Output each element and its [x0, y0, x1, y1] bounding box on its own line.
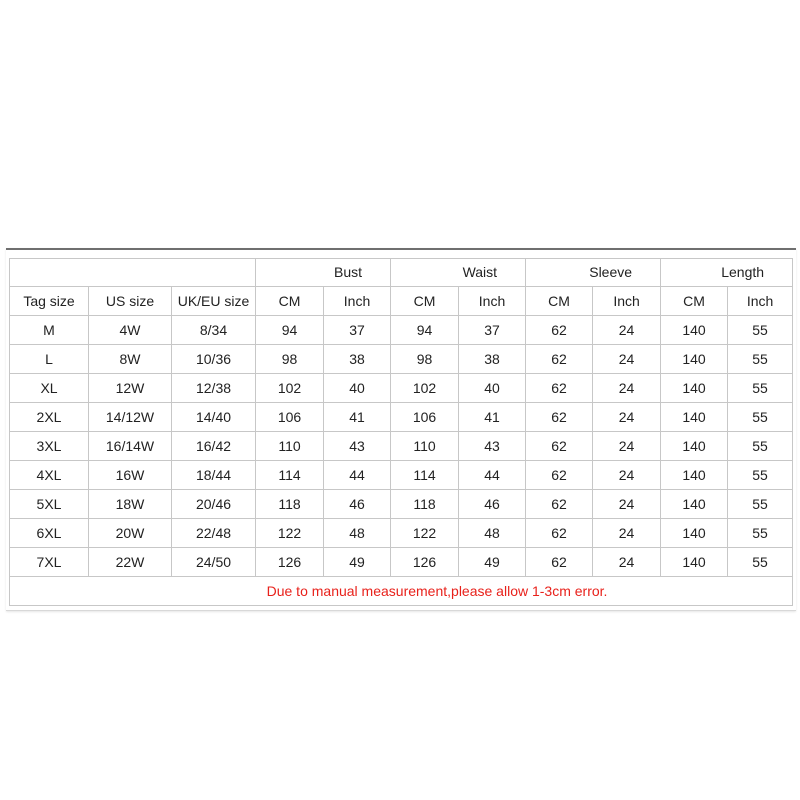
waist-inch-cell: 37	[459, 316, 526, 345]
bust-inch-cell: 41	[324, 403, 391, 432]
column-header-uk-eu-size: UK/EU size	[172, 287, 256, 316]
table-row	[10, 345, 793, 374]
column-header-length-cm: CM	[661, 287, 728, 316]
group-header-waist: Waist	[391, 259, 526, 287]
waist-inch-cell: 41	[459, 403, 526, 432]
waist-inch-cell: 49	[459, 548, 526, 577]
us-size-cell: 14/12W	[89, 403, 172, 432]
column-header-waist-cm: CM	[391, 287, 459, 316]
uk-eu-size-cell: 20/46	[172, 490, 256, 519]
bust-cm-cell: 106	[256, 403, 324, 432]
size-chart-table	[9, 258, 793, 606]
length-cm-cell: 140	[661, 548, 728, 577]
tag-size-cell: 6XL	[10, 519, 89, 548]
length-inch-cell: 55	[728, 548, 793, 577]
length-inch-cell: 55	[728, 490, 793, 519]
uk-eu-size-cell: 8/34	[172, 316, 256, 345]
sleeve-cm-cell: 62	[526, 461, 593, 490]
us-size-cell: 22W	[89, 548, 172, 577]
tag-size-cell: M	[10, 316, 89, 345]
uk-eu-size-cell: 16/42	[172, 432, 256, 461]
sleeve-inch-cell: 24	[593, 548, 661, 577]
uk-eu-size-cell: 14/40	[172, 403, 256, 432]
column-header-row	[10, 287, 793, 316]
table-row	[10, 461, 793, 490]
waist-cm-cell: 114	[391, 461, 459, 490]
bust-inch-cell: 40	[324, 374, 391, 403]
bust-cm-cell: 122	[256, 519, 324, 548]
sleeve-inch-cell: 24	[593, 490, 661, 519]
length-cm-cell: 140	[661, 374, 728, 403]
table-row	[10, 403, 793, 432]
sleeve-inch-cell: 24	[593, 519, 661, 548]
tag-size-cell: 4XL	[10, 461, 89, 490]
us-size-cell: 8W	[89, 345, 172, 374]
column-header-length-inch: Inch	[728, 287, 793, 316]
waist-inch-cell: 48	[459, 519, 526, 548]
table-row	[10, 548, 793, 577]
measurement-note: Due to manual measurement,please allow 1-3cm error.	[266, 583, 608, 599]
column-header-tag-size: Tag size	[10, 287, 89, 316]
sleeve-inch-cell: 24	[593, 461, 661, 490]
column-header-waist-inch: Inch	[459, 287, 526, 316]
uk-eu-size-cell: 12/38	[172, 374, 256, 403]
measurement-group-row	[10, 259, 793, 287]
sleeve-cm-cell: 62	[526, 374, 593, 403]
uk-eu-size-cell: 24/50	[172, 548, 256, 577]
waist-inch-cell: 40	[459, 374, 526, 403]
waist-cm-cell: 118	[391, 490, 459, 519]
sleeve-cm-cell: 62	[526, 490, 593, 519]
bust-inch-cell: 46	[324, 490, 391, 519]
us-size-cell: 18W	[89, 490, 172, 519]
column-header-sleeve-cm: CM	[526, 287, 593, 316]
tag-size-cell: 2XL	[10, 403, 89, 432]
bust-cm-cell: 94	[256, 316, 324, 345]
sleeve-inch-cell: 24	[593, 374, 661, 403]
note-row	[10, 577, 793, 606]
length-cm-cell: 140	[661, 519, 728, 548]
column-header-us-size: US size	[89, 287, 172, 316]
us-size-cell: 16/14W	[89, 432, 172, 461]
bust-inch-cell: 37	[324, 316, 391, 345]
sleeve-inch-cell: 24	[593, 345, 661, 374]
uk-eu-size-cell: 22/48	[172, 519, 256, 548]
tag-size-cell: 3XL	[10, 432, 89, 461]
us-size-cell: 12W	[89, 374, 172, 403]
size-chart-sheet	[6, 248, 796, 611]
group-header-bust: Bust	[256, 259, 391, 287]
tag-size-cell: XL	[10, 374, 89, 403]
length-inch-cell: 55	[728, 403, 793, 432]
waist-inch-cell: 46	[459, 490, 526, 519]
table-row	[10, 316, 793, 345]
sleeve-cm-cell: 62	[526, 519, 593, 548]
bust-cm-cell: 110	[256, 432, 324, 461]
tag-size-cell: 5XL	[10, 490, 89, 519]
tag-size-cell: L	[10, 345, 89, 374]
sleeve-inch-cell: 24	[593, 316, 661, 345]
length-cm-cell: 140	[661, 461, 728, 490]
waist-cm-cell: 122	[391, 519, 459, 548]
waist-cm-cell: 94	[391, 316, 459, 345]
length-inch-cell: 55	[728, 345, 793, 374]
sleeve-cm-cell: 62	[526, 316, 593, 345]
waist-cm-cell: 98	[391, 345, 459, 374]
bust-cm-cell: 98	[256, 345, 324, 374]
length-cm-cell: 140	[661, 432, 728, 461]
bust-inch-cell: 48	[324, 519, 391, 548]
length-cm-cell: 140	[661, 490, 728, 519]
length-inch-cell: 55	[728, 374, 793, 403]
table-row	[10, 490, 793, 519]
waist-inch-cell: 44	[459, 461, 526, 490]
waist-cm-cell: 110	[391, 432, 459, 461]
waist-inch-cell: 38	[459, 345, 526, 374]
sleeve-cm-cell: 62	[526, 548, 593, 577]
sleeve-cm-cell: 62	[526, 345, 593, 374]
length-inch-cell: 55	[728, 461, 793, 490]
us-size-cell: 4W	[89, 316, 172, 345]
sleeve-cm-cell: 62	[526, 432, 593, 461]
column-header-bust-inch: Inch	[324, 287, 391, 316]
note-cell	[10, 577, 793, 606]
bust-inch-cell: 44	[324, 461, 391, 490]
table-row	[10, 432, 793, 461]
length-inch-cell: 55	[728, 519, 793, 548]
uk-eu-size-cell: 18/44	[172, 461, 256, 490]
us-size-cell: 16W	[89, 461, 172, 490]
waist-cm-cell: 126	[391, 548, 459, 577]
bust-cm-cell: 102	[256, 374, 324, 403]
bust-inch-cell: 43	[324, 432, 391, 461]
bust-inch-cell: 38	[324, 345, 391, 374]
sleeve-inch-cell: 24	[593, 432, 661, 461]
length-cm-cell: 140	[661, 316, 728, 345]
length-inch-cell: 55	[728, 432, 793, 461]
bust-cm-cell: 126	[256, 548, 324, 577]
group-header-blank	[10, 259, 256, 287]
waist-inch-cell: 43	[459, 432, 526, 461]
bust-inch-cell: 49	[324, 548, 391, 577]
column-header-bust-cm: CM	[256, 287, 324, 316]
column-header-sleeve-inch: Inch	[593, 287, 661, 316]
group-header-length: Length	[661, 259, 793, 287]
table-row	[10, 519, 793, 548]
uk-eu-size-cell: 10/36	[172, 345, 256, 374]
length-cm-cell: 140	[661, 403, 728, 432]
table-row	[10, 374, 793, 403]
length-cm-cell: 140	[661, 345, 728, 374]
bust-cm-cell: 118	[256, 490, 324, 519]
group-header-sleeve: Sleeve	[526, 259, 661, 287]
us-size-cell: 20W	[89, 519, 172, 548]
length-inch-cell: 55	[728, 316, 793, 345]
sleeve-cm-cell: 62	[526, 403, 593, 432]
sleeve-inch-cell: 24	[593, 403, 661, 432]
waist-cm-cell: 106	[391, 403, 459, 432]
tag-size-cell: 7XL	[10, 548, 89, 577]
bust-cm-cell: 114	[256, 461, 324, 490]
waist-cm-cell: 102	[391, 374, 459, 403]
